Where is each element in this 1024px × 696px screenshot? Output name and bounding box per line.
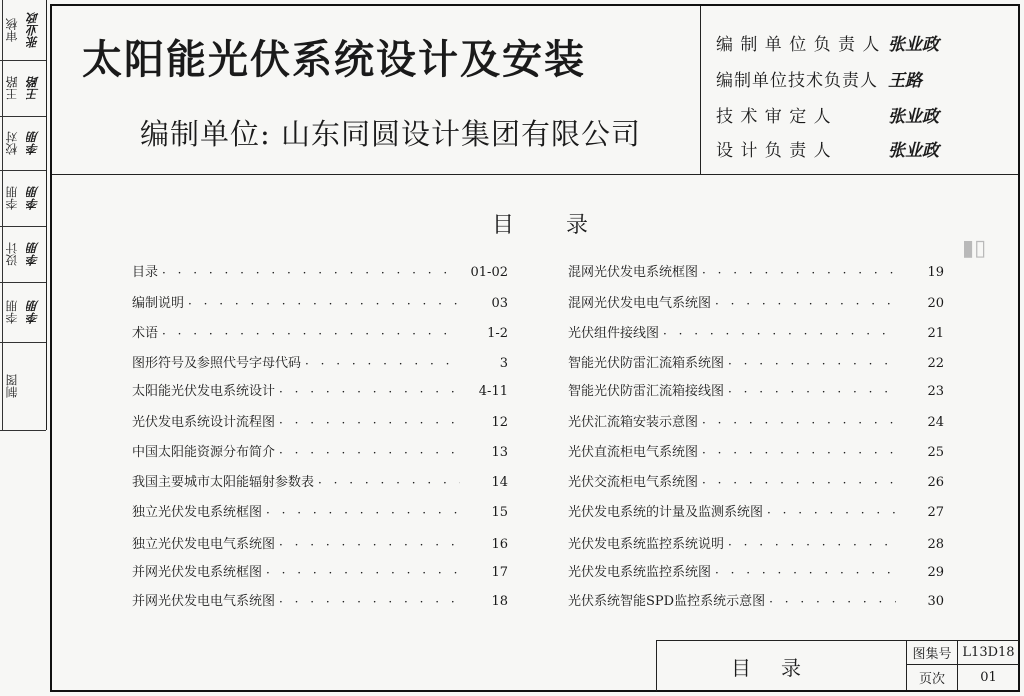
organization-line: 编制单位: 山东同圆设计集团有限公司	[140, 117, 641, 151]
strip-signature: 李朋	[26, 186, 40, 210]
atlas-number-value: L13D18	[958, 640, 1019, 665]
toc-entry-title: 中国太阳能资源分布简介	[132, 445, 276, 460]
toc-entry	[568, 293, 944, 311]
toc-entry-page: 03	[491, 296, 508, 311]
strip-signature: 李朋	[26, 131, 40, 155]
toc-entry-page: 28	[927, 537, 944, 552]
toc-entry-page: 18	[491, 594, 508, 609]
toc-entry	[132, 293, 508, 311]
toc-entry-title: 并网光伏发电电气系统图	[132, 594, 276, 609]
toc-leader	[767, 506, 896, 520]
strip-label: 王路	[2, 60, 21, 116]
toc-entry	[568, 323, 944, 341]
toc-leader	[728, 385, 896, 399]
toc-entry-page: 29	[927, 565, 944, 580]
toc-entry	[568, 562, 944, 580]
toc-leader	[279, 595, 460, 609]
toc-entry-page: 25	[927, 445, 944, 460]
strip-label: 制图	[2, 342, 21, 430]
toc-leader	[188, 297, 460, 311]
toc-entry-title: 光伏发电系统的计量及监测系统图	[568, 505, 764, 520]
toc-entry-title: 光伏系统智能SPD监控系统示意图	[568, 594, 766, 609]
toc-leader	[162, 266, 460, 280]
strip-cell	[0, 342, 46, 431]
toc-entry-page: 13	[491, 445, 508, 460]
responsible-signature: 张业政	[888, 107, 939, 127]
responsible-role: 设 计 负 责 人	[716, 141, 832, 161]
toc-entry	[132, 502, 508, 520]
toc-entry-page: 26	[927, 475, 944, 490]
strip-label: 设计	[2, 226, 21, 282]
toc-entry-page: 15	[491, 505, 508, 520]
toc-entry-page: 12	[491, 415, 508, 430]
toc-entry	[132, 262, 508, 280]
toc-leader	[279, 385, 460, 399]
strip-cell	[0, 0, 46, 61]
margin-mark: ▮▯	[962, 236, 987, 261]
title-block-name: 目录	[731, 655, 831, 680]
toc-heading: 目录	[492, 213, 641, 238]
toc-leader	[318, 476, 460, 490]
toc-entry	[132, 353, 508, 371]
toc-leader	[305, 357, 460, 371]
strip-label: 校对	[2, 116, 21, 170]
toc-entry-title: 智能光伏防雷汇流箱系统图	[568, 356, 725, 371]
toc-leader	[279, 538, 460, 552]
toc-entry-title: 智能光伏防雷汇流箱接线图	[568, 384, 725, 399]
toc-right-column	[568, 262, 944, 612]
toc-entry	[132, 412, 508, 430]
toc-entry-page: 3	[499, 356, 508, 371]
toc-entry-title: 术语	[132, 326, 159, 341]
document-title: 太阳能光伏系统设计及安装	[82, 37, 586, 83]
toc-entry-title: 光伏汇流箱安装示意图	[568, 415, 699, 430]
toc-leader	[702, 476, 896, 490]
title-divider	[700, 6, 701, 174]
toc-entry	[568, 262, 944, 280]
responsible-signature: 张业政	[888, 35, 939, 55]
toc-entry-page: 20	[927, 296, 944, 311]
toc-entry	[568, 502, 944, 520]
toc-entry	[132, 472, 508, 490]
toc-entry	[132, 442, 508, 460]
strip-cell	[0, 60, 46, 117]
toc-leader	[279, 446, 460, 460]
toc-entry-title: 光伏发电系统监控系统图	[568, 565, 712, 580]
responsible-role: 编 制 单 位 负 责 人	[716, 35, 881, 55]
toc-entry	[568, 381, 944, 399]
toc-entry-page: 22	[927, 356, 944, 371]
toc-entry-title: 光伏组件接线图	[568, 326, 660, 341]
toc-entry-page: 23	[927, 384, 944, 399]
toc-entry-title: 混网光伏发电电气系统图	[568, 296, 712, 311]
toc-leader	[702, 416, 896, 430]
toc-entry-page: 21	[927, 326, 944, 341]
toc-entry-page: 14	[491, 475, 508, 490]
toc-leader	[702, 266, 896, 280]
title-block-grid	[906, 640, 1019, 690]
strip-cell	[0, 282, 46, 343]
toc-entry	[132, 381, 508, 399]
toc-entry	[568, 591, 944, 609]
toc-entry	[132, 534, 508, 552]
toc-entry-title: 目录	[132, 265, 159, 280]
strip-label: 李朋	[2, 170, 21, 226]
toc-entry-title: 太阳能光伏发电系统设计	[132, 384, 276, 399]
strip-label: 李朋	[2, 282, 21, 342]
toc-entry-title: 光伏发电系统监控系统说明	[568, 537, 725, 552]
toc-leader	[728, 538, 896, 552]
toc-entry	[568, 534, 944, 552]
toc-leader	[266, 566, 460, 580]
toc-leader	[728, 357, 896, 371]
toc-entry-title: 光伏交流柜电气系统图	[568, 475, 699, 490]
toc-entry-title: 光伏直流柜电气系统图	[568, 445, 699, 460]
toc-entry	[132, 591, 508, 609]
toc-leader	[715, 297, 896, 311]
toc-leader	[702, 446, 896, 460]
atlas-number-label: 图集号	[907, 640, 958, 665]
toc-entry	[568, 412, 944, 430]
strip-cell	[0, 226, 46, 283]
toc-entry-page: 19	[927, 265, 944, 280]
toc-entry-title: 光伏发电系统设计流程图	[132, 415, 276, 430]
toc-entry-title: 混网光伏发电系统框图	[568, 265, 699, 280]
toc-entry-title: 独立光伏发电系统框图	[132, 505, 263, 520]
toc-entry-title: 并网光伏发电系统框图	[132, 565, 263, 580]
toc-entry	[568, 442, 944, 460]
toc-leader	[663, 327, 896, 341]
strip-signature: 李朋	[26, 300, 40, 324]
toc-leader	[162, 327, 460, 341]
toc-entry-page: 30	[927, 594, 944, 609]
toc-entry-page: 27	[927, 505, 944, 520]
toc-entry-page: 01-02	[470, 265, 508, 280]
toc-leader	[715, 566, 896, 580]
strip-signature: 李朋	[26, 242, 40, 266]
toc-entry-title: 独立光伏发电电气系统图	[132, 537, 276, 552]
strip-cell	[0, 116, 46, 171]
strip-signature: 王路	[26, 76, 40, 100]
toc-entry-title: 编制说明	[132, 296, 185, 311]
toc-entry-page: 1-2	[487, 326, 508, 341]
toc-entry	[132, 562, 508, 580]
strip-signature: 张业政	[26, 12, 40, 48]
responsible-role: 编制单位技术负责人	[716, 71, 878, 91]
toc-entry	[568, 472, 944, 490]
signature-strip	[0, 0, 47, 430]
toc-entry-title: 图形符号及参照代号字母代码	[132, 356, 302, 371]
toc-entry-title: 我国主要城市太阳能辐射参数表	[132, 475, 315, 490]
responsible-role: 技 术 审 定 人	[716, 107, 832, 127]
toc-left-column	[132, 262, 508, 612]
toc-entry	[568, 353, 944, 371]
toc-leader	[769, 595, 896, 609]
page-number-value: 01	[980, 670, 997, 685]
strip-signature	[24, 342, 44, 430]
toc-entry-page: 24	[927, 415, 944, 430]
responsible-signature: 王路	[888, 71, 922, 91]
responsible-signature: 张业政	[888, 141, 939, 161]
strip-cell	[0, 170, 46, 227]
page-number-label: 页次	[907, 665, 958, 690]
toc-entry	[132, 323, 508, 341]
toc-leader	[266, 506, 460, 520]
toc-entry-page: 4-11	[478, 384, 508, 399]
toc-entry-page: 16	[491, 537, 508, 552]
strip-label: 审核	[2, 0, 21, 60]
toc-entry-page: 17	[491, 565, 508, 580]
toc-leader	[279, 416, 460, 430]
